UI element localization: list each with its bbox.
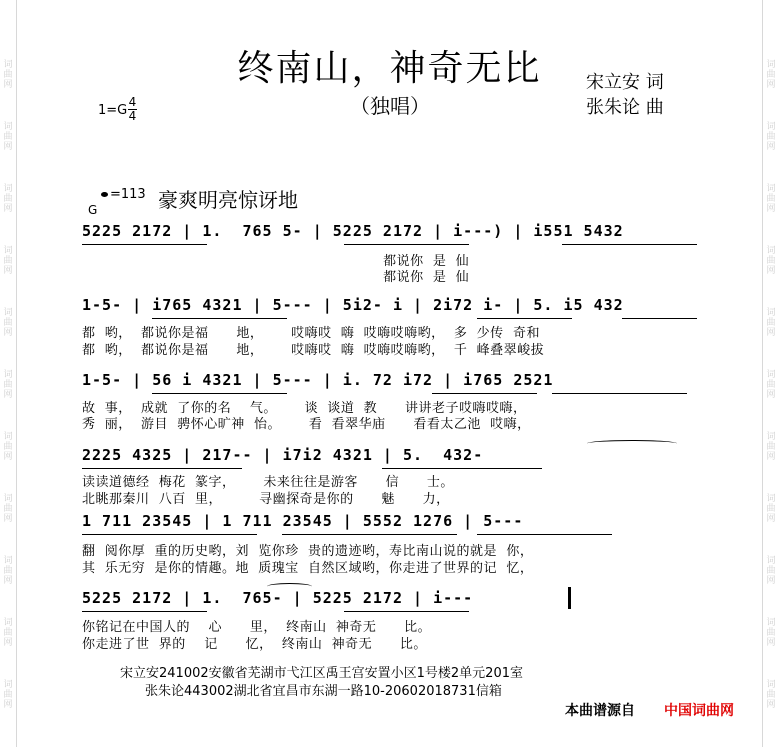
lyricist-address: 宋立安241002安徽省芜湖市弋江区禹王宫安置小区1号楼2单元201室 (120, 666, 523, 681)
lyricist-credit: 宋立安 词 (586, 72, 664, 93)
watermark-text: 词 曲 网 (766, 556, 776, 586)
meter-bottom: 4 (128, 109, 137, 123)
watermark-text: 词 曲 网 (766, 680, 776, 710)
watermark-text: 词 曲 网 (3, 618, 13, 648)
lyrics-row-3-verse-1: 故 事， 成就 了你的名 气。 谈 谈道 教 讲讲老子哎嗨哎嗨， (82, 401, 527, 416)
beam-line (282, 534, 457, 535)
watermark-text: 词 曲 网 (766, 246, 776, 276)
beam-line (82, 534, 257, 535)
quarter-note-icon (101, 192, 108, 197)
source-site-link[interactable]: 中国词曲网 (664, 703, 734, 719)
left-margin-strip (0, 0, 17, 747)
beam-line (344, 611, 469, 612)
composer-credit: 张朱论 曲 (586, 97, 664, 118)
right-margin-strip (762, 0, 779, 747)
watermark-text: 词 曲 网 (3, 184, 13, 214)
lyrics-row-4-verse-1: 读读道德经 梅花 篆字， 未来往往是游客 信 士。 (82, 475, 454, 490)
notes-row-5: 1 711 23545 | 1 711 23545 | 5552 1276 | 5--- (82, 512, 524, 530)
watermark-text: 词 曲 网 (3, 556, 13, 586)
watermark-text: 词 曲 网 (766, 184, 776, 214)
beam-line (477, 318, 572, 319)
beam-line (152, 393, 287, 394)
lyrics-row-4-verse-2: 北眺那秦川 八百 里， 寻幽探奇是你的 魅 力， (82, 492, 450, 507)
slur-mark (267, 583, 312, 590)
beam-line (344, 244, 469, 245)
watermark-text: 词 曲 网 (766, 432, 776, 462)
watermark-text: 词 曲 网 (3, 494, 13, 524)
notes-row-3: 1-5- | 56 i 4321 | 5--- | i. 72 i72 | i765 2521 (82, 371, 554, 389)
beam-line (477, 534, 612, 535)
watermark-text: 词 曲 网 (766, 618, 776, 648)
watermark-text: 词 曲 网 (3, 370, 13, 400)
beam-line (552, 393, 687, 394)
slur-mark (587, 440, 677, 447)
watermark-text: 词 曲 网 (766, 494, 776, 524)
beam-line (82, 611, 207, 612)
tempo-value: =113 (110, 187, 146, 202)
beam-line (382, 468, 542, 469)
beam-line (622, 318, 697, 319)
song-title: 终南山，神奇无比 (237, 48, 542, 89)
watermark-text: 词 曲 网 (766, 60, 776, 90)
watermark-text: 词 曲 网 (3, 246, 13, 276)
notes-row-6: 5225 2172 | 1. 765- | 5225 2172 | i--- (82, 589, 474, 607)
meter-top: 4 (128, 95, 137, 109)
watermark-text: 词 曲 网 (766, 308, 776, 338)
lyrics-row-1-verse-2: 都说你 是 仙 (82, 270, 470, 285)
lyrics-row-1-verse-1: 都说你 是 仙 (82, 254, 470, 269)
tempo-marking (101, 187, 146, 202)
beam-line (82, 244, 207, 245)
notes-row-1: 5225 2172 | 1. 765 5- | 5225 2172 | i---) | i551 5432 (82, 222, 624, 240)
lyrics-row-6-verse-2: 你走进了世 界的 记 忆， 终南山 神奇无 比。 (82, 637, 427, 652)
lyrics-row-5-verse-2: 其 乐无穷 是你的情趣。地 质瑰宝 自然区域哟，你走进了世界的记 忆， (82, 561, 534, 576)
key-mark: G (88, 203, 98, 217)
lyrics-row-3-verse-2: 秀 丽， 游目 骋怀心旷神 怡。 看 看翠华庙 看看太乙池 哎嗨， (82, 417, 531, 432)
watermark-text: 词 曲 网 (3, 60, 13, 90)
lyrics-row-2-verse-2: 都 哟， 都说你是福 地， 哎嗨哎 嗨 哎嗨哎嗨哟， 千 峰叠翠峻拔 (82, 343, 545, 358)
watermark-text: 词 曲 网 (3, 432, 13, 462)
lyrics-row-2-verse-1: 都 哟， 都说你是福 地， 哎嗨哎 嗨 哎嗨哎嗨哟， 多 少传 奇和 (82, 326, 540, 341)
composer-address: 张朱论443002湖北省宜昌市东湖一路10-20602018731信箱 (145, 684, 502, 699)
beam-line (432, 393, 537, 394)
watermark-text: 词 曲 网 (766, 370, 776, 400)
beam-line (82, 468, 242, 469)
expression-marking: 豪爽明亮惊讶地 (158, 188, 298, 212)
lyrics-row-6-verse-1: 你铭记在中国人的 心 里， 终南山 神奇无 比。 (82, 620, 432, 635)
beam-line (152, 318, 287, 319)
notes-row-2: 1-5- | i765 4321 | 5--- | 5i2- i | 2i72 i- | 5. i5 432 (82, 296, 624, 314)
final-barline (568, 587, 571, 609)
beam-line (562, 244, 697, 245)
source-label: 本曲谱源自 (565, 703, 635, 719)
watermark-text: 词 曲 网 (3, 308, 13, 338)
watermark-text: 词 曲 网 (3, 122, 13, 152)
watermark-text: 词 曲 网 (766, 122, 776, 152)
time-signature (128, 96, 137, 123)
song-subtitle: （独唱） (350, 94, 430, 118)
notes-row-4: 2225 4325 | 217-- | i7i2 4321 | 5. 432- (82, 446, 484, 464)
lyrics-row-5-verse-1: 翻 阅你厚 重的历史哟，刘 览你珍 贵的遗迹哟，寿比南山说的就是 你， (82, 544, 534, 559)
key-signature: 1=G (98, 103, 128, 118)
watermark-text: 词 曲 网 (3, 680, 13, 710)
